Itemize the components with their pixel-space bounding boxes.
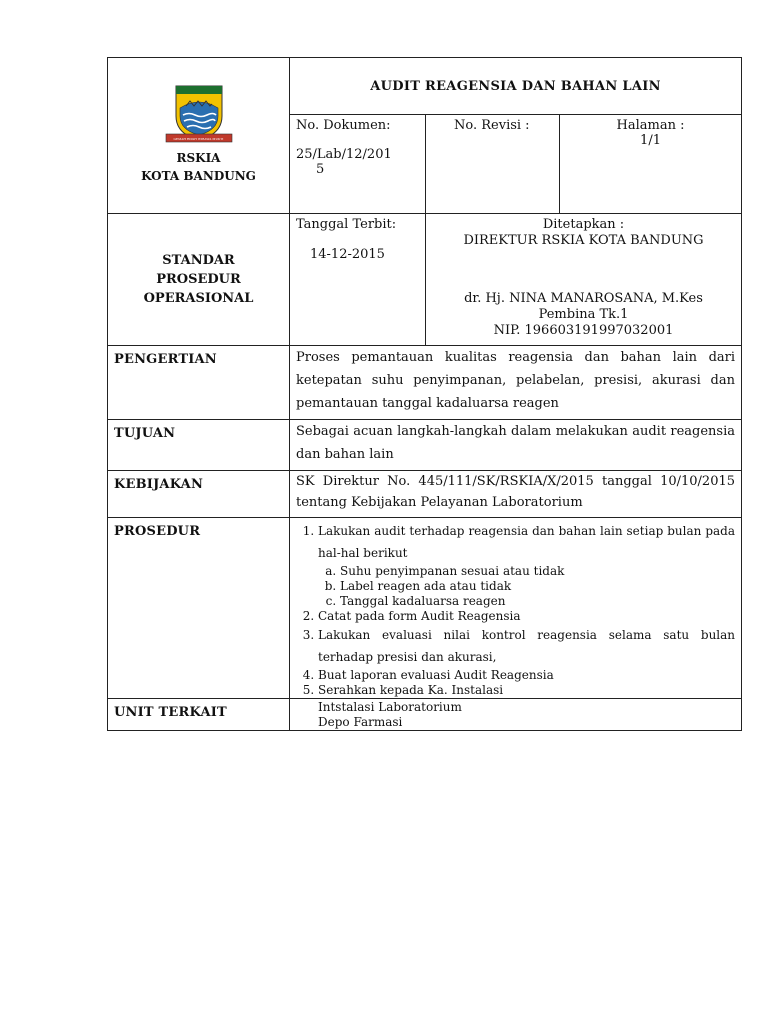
tujuan-text: Sebagai acuan langkah-langkah dalam melakukan audit reagensia dan bahan lain xyxy=(290,420,742,471)
no-dokumen-value-line1: 25/Lab/12/201 xyxy=(296,147,392,162)
prosedur-label: PROSEDUR xyxy=(108,518,290,699)
tanggal-terbit-cell xyxy=(290,214,426,346)
sop-title-line3: OPERASIONAL xyxy=(143,291,254,306)
tanggal-terbit-value: 14-12-2015 xyxy=(310,247,385,262)
no-dokumen-label: No. Dokumen: xyxy=(296,118,391,133)
procedure-step: 5. Serahkan kepada Ka. Instalasi xyxy=(318,683,735,698)
unit-terkait-item: Depo Farmasi xyxy=(318,715,403,729)
pengertian-label: PENGERTIAN xyxy=(108,346,290,420)
prosedur-steps-cell xyxy=(290,518,742,699)
unit-terkait-cell xyxy=(290,699,742,731)
city-emblem-logo xyxy=(164,82,234,144)
org-name-line1: RSKIA xyxy=(176,151,221,165)
signatory-name: dr. Hj. NINA MANAROSANA, M.Kes xyxy=(464,291,703,306)
sop-document xyxy=(107,57,741,731)
header-logo-cell xyxy=(108,58,290,214)
no-dokumen-cell xyxy=(290,115,426,214)
halaman-cell xyxy=(560,115,742,214)
signature-space xyxy=(426,249,741,291)
pengertian-text: Proses pemantauan kualitas reagensia dan bahan lain dari ketepatan suhu penyimpanan, pelabelan, presisi, akurasi dan pemantauan tanggal kadaluarsa reagen xyxy=(290,346,742,420)
kebijakan-text: SK Direktur No. 445/111/SK/RSKIA/X/2015 tanggal 10/10/2015 tentang Kebijakan Pelayanan Laboratorium xyxy=(290,471,742,518)
procedure-step: 4. Buat laporan evaluasi Audit Reagensia xyxy=(318,668,735,683)
logo-motto: GEMAH RIPAH WIBAWA MUKTI xyxy=(173,137,224,141)
sop-title-cell xyxy=(108,214,290,346)
ditetapkan-cell xyxy=(426,214,742,346)
procedure-substep: b. Label reagen ada atau tidak xyxy=(340,579,735,594)
ditetapkan-label: Ditetapkan : xyxy=(542,217,625,232)
org-name-line2: KOTA BANDUNG xyxy=(141,169,256,183)
sop-table xyxy=(107,57,742,731)
procedure-step-text: Lakukan audit terhadap reagensia dan bahan lain setiap bulan pada hal-hal berikut xyxy=(318,524,736,560)
sop-title-line2: PROSEDUR xyxy=(156,272,241,287)
procedure-substep: c. Tanggal kadaluarsa reagen xyxy=(340,594,735,609)
document-title: AUDIT REAGENSIA DAN BAHAN LAIN xyxy=(370,78,661,94)
sop-title-line1: STANDAR xyxy=(162,253,235,268)
no-dokumen-value-line2: 5 xyxy=(316,162,325,177)
unit-terkait-label: UNIT TERKAIT xyxy=(108,699,290,731)
procedure-substeps xyxy=(318,564,735,609)
halaman-label: Halaman : xyxy=(616,118,685,133)
signatory-rank: Pembina Tk.1 xyxy=(538,307,629,322)
no-revisi-cell xyxy=(426,115,560,214)
direktur-title: DIREKTUR RSKIA KOTA BANDUNG xyxy=(463,233,704,248)
tanggal-terbit-label: Tanggal Terbit: xyxy=(296,217,397,232)
tujuan-label: TUJUAN xyxy=(108,420,290,471)
procedure-step: 3. Lakukan evaluasi nilai kontrol reagensia selama satu bulan terhadap presisi dan akurasi, xyxy=(318,624,735,668)
no-revisi-label: No. Revisi : xyxy=(454,118,530,133)
procedure-substep: a. Suhu penyimpanan sesuai atau tidak xyxy=(340,564,735,579)
halaman-value: 1/1 xyxy=(640,133,661,148)
kebijakan-label: KEBIJAKAN xyxy=(108,471,290,518)
document-title-cell xyxy=(290,58,742,115)
signatory-nip: NIP. 196603191997032001 xyxy=(493,323,674,338)
unit-terkait-item: Intstalasi Laboratorium xyxy=(318,700,462,714)
procedure-list xyxy=(290,520,735,698)
procedure-step: 2. Catat pada form Audit Reagensia xyxy=(318,609,735,624)
procedure-step xyxy=(318,520,735,609)
